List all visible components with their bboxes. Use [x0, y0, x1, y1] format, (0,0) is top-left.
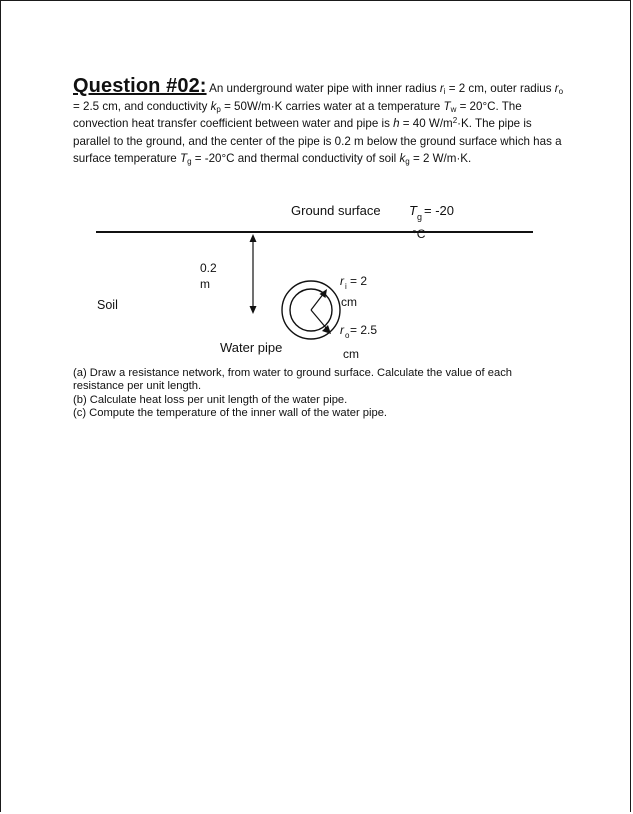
- water-pipe-label: Water pipe: [220, 340, 283, 355]
- ground-surface-label: Ground surface: [291, 203, 381, 218]
- ri-unit: cm: [341, 295, 357, 309]
- ri-subscript: i: [345, 282, 347, 291]
- depth-value: 0.2: [200, 261, 217, 275]
- ro-value: = 2.5: [350, 323, 378, 337]
- question-title: Question #02:: [73, 75, 207, 97]
- tg-subscript: g: [417, 212, 423, 222]
- depth-arrow: [250, 234, 257, 314]
- part-b: (b) Calculate heat loss per unit length of the water pipe.: [73, 393, 348, 406]
- question-statement: Question #02: An underground water pipe with inner radius $r_i = 2$ cm, outer radius $r_o = 2.5$ cm, and conductivity $k_p = 50W/m\cdot K$ carries water at a temperature $T_w = 20^\circ C$. The convection heat transfer coefficient between water and pipe is h = 40 $W/m^2\cdot K$. The pipe is parallel to the ground, and the center of the pipe is 0.2 m below the ground surface which has a surface temperature $T_g = -20^\circ C$ and thermal conductivity of soil $k_g = 2$ W/m·K.: [73, 75, 564, 167]
- inner-radius-arrow: [311, 289, 327, 310]
- ro-symbol: r: [340, 323, 344, 337]
- tg-value: = -20: [424, 203, 454, 218]
- part-a: (a) Draw a resistance network, from water to ground surface. Calculate the value of each resistance per unit length.: [73, 367, 513, 393]
- depth-unit: m: [200, 277, 210, 291]
- ro-unit: cm: [343, 347, 359, 361]
- tg-unit: °C: [412, 227, 426, 241]
- ri-symbol: r: [340, 274, 344, 288]
- part-c: (c) Compute the temperature of the inner wall of the water pipe.: [73, 407, 388, 420]
- question-parts: [73, 367, 565, 421]
- ri-value: = 2: [350, 274, 368, 288]
- soil-label: Soil: [97, 298, 118, 312]
- ro-subscript: o: [345, 331, 350, 340]
- tg-symbol: T: [409, 203, 417, 218]
